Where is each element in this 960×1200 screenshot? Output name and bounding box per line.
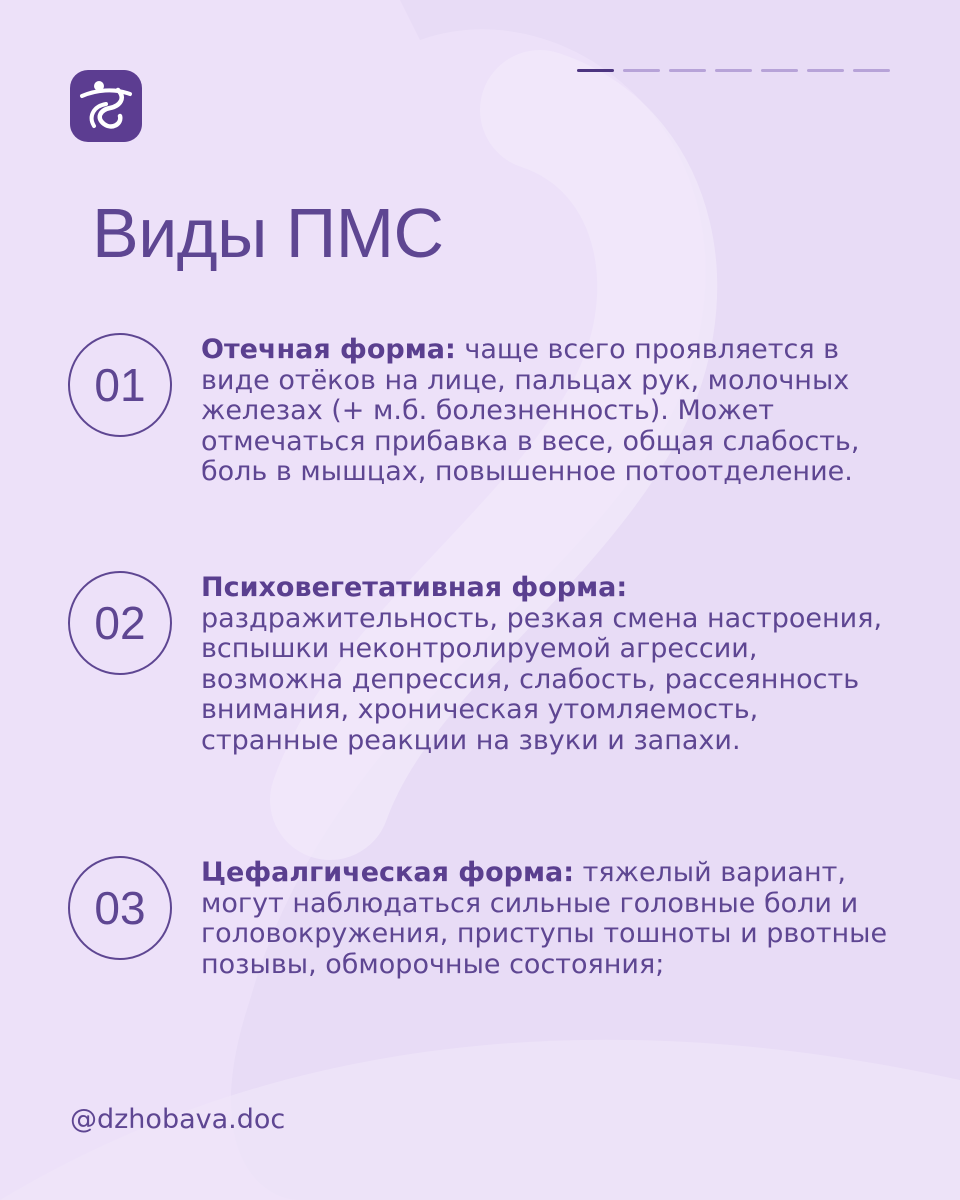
progress-segment xyxy=(577,69,614,72)
stylized-figure-logo-icon xyxy=(76,76,136,136)
item-number-badge: 02 xyxy=(68,571,172,675)
item-description xyxy=(201,335,901,488)
item-heading: Цефалгическая форма: xyxy=(201,857,575,888)
progress-segment xyxy=(853,69,890,72)
item-description xyxy=(201,858,901,980)
page-title: Виды ПМС xyxy=(92,194,444,272)
item-text: раздражительность, резкая смена настроения, вспышки неконтролируемой агрессии, возможна депрессия, слабость, рассеянность внимания, хроническая утомляемость, странные реакции на звуки и запахи. xyxy=(201,602,883,756)
item-heading: Психовегетативная форма: xyxy=(201,572,628,603)
slide-progress-indicator xyxy=(577,69,890,72)
author-handle: @dzhobava.doc xyxy=(70,1104,286,1135)
item-description xyxy=(201,573,901,756)
item-number-badge: 03 xyxy=(68,856,172,960)
progress-segment xyxy=(715,69,752,72)
progress-segment xyxy=(669,69,706,72)
item-number-badge: 01 xyxy=(68,333,172,437)
progress-segment xyxy=(807,69,844,72)
brand-logo xyxy=(70,70,142,142)
progress-segment xyxy=(623,69,660,72)
item-text: тяжелый вариант, могут наблюдаться сильные головные боли и головокружения, приступы тошноты и рвотные позывы, обморочные состояния; xyxy=(201,857,888,980)
item-text: чаще всего проявляется в виде отёков на лице, пальцах рук, молочных железах (+ м.б. болезненность). Может отмечаться прибавка в весе, общая слабость, боль в мышцах, повышенное потоотделение. xyxy=(201,334,860,487)
item-heading: Отечная форма: xyxy=(201,334,456,365)
progress-segment xyxy=(761,69,798,72)
